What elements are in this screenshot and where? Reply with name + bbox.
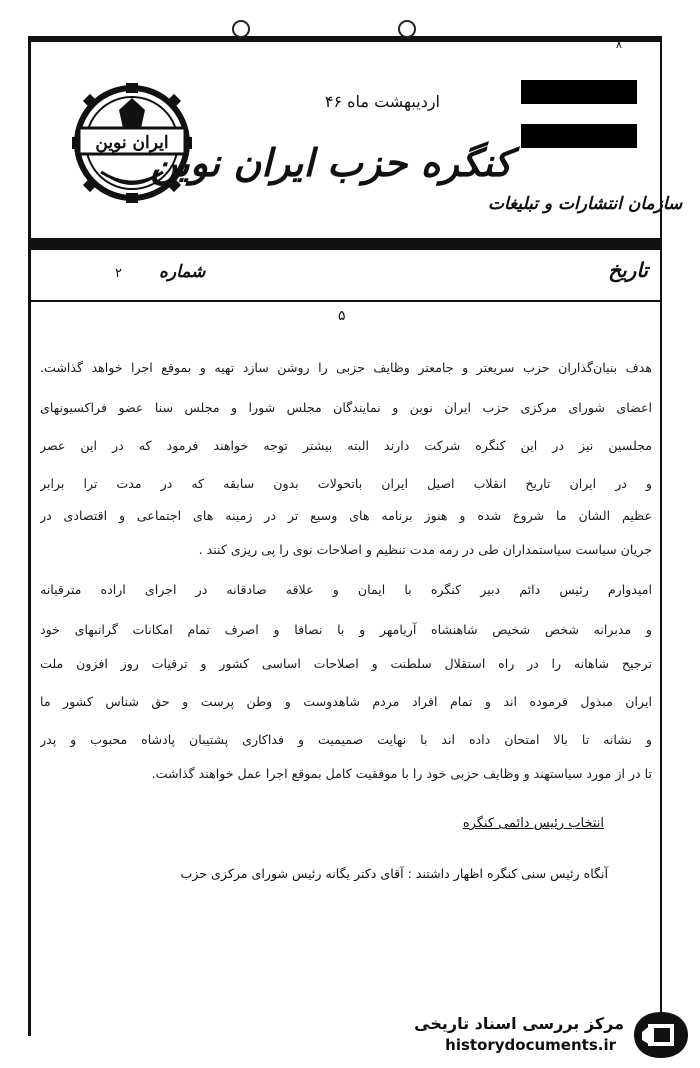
section-heading: انتخاب رئیس دائمی کنگره: [462, 816, 604, 831]
redaction-bar-1: [521, 80, 637, 104]
punch-hole-left: [232, 20, 250, 38]
watermark: [414, 1006, 696, 1064]
corner-number: ۸: [616, 38, 622, 51]
archive-logo-icon: [632, 1010, 690, 1060]
text-line: ترجیح شاهانه را در راه استقلال سلطنت و اصلاحات اساسی کشور و ترقیات روز افزون ملت: [40, 656, 652, 671]
meta-row: [31, 252, 660, 300]
header-date: اردیبهشت ماه ۴۶: [324, 92, 440, 111]
header-divider: [28, 238, 662, 250]
watermark-title: مرکز بررسی اسناد تاریخی: [414, 1014, 624, 1033]
text-line: اعضای شورای مرکزی حزب ایران نوین و نمایندگان مجلس شورا و مجلس سنا عضو فراکسیونهای: [40, 400, 652, 415]
number-label: شماره: [159, 262, 206, 282]
text-line: مجلسین نیز در این کنگره شرکت دارند البته بیشتر توجه خواهند فرمود که در این عصر: [40, 438, 652, 453]
page-title: کنگره حزب ایران نوین: [150, 140, 512, 185]
watermark-url: historydocuments.ir: [445, 1036, 616, 1054]
meta-divider: [28, 300, 662, 302]
redaction-bar-2: [521, 124, 637, 148]
text-line: و مدبرانه شخص شخیص شاهنشاه آریامهر و با نصافا و اصرف تمام امکانات گرانبهای خود: [40, 622, 652, 637]
number-value: ۲: [115, 266, 122, 281]
page-number: ۵: [338, 308, 346, 324]
text-line: امیدوارم رئیس دائم دبیر کنگره با ایمان و علاقه صادقانه در اجرای اراده مترقیانه: [40, 582, 652, 597]
text-line: هدف بنیان‌گذاران حزب سریعتر و جامعتر وظایف حزبی را روشن سازد تهیه و بموقع اجرا خواهد گذاشت.: [40, 360, 652, 375]
logo-text: ایران نوین: [95, 133, 169, 153]
text-line: جریان سیاست سیاستمداران طی در رمه مدت تنظیم و اصلاحات نوی را پی ریزی کنند .: [198, 542, 652, 557]
text-line: عظیم الشان ما شروع شده و هنوز برنامه های وسیع تر در زمینه های اجتماعی و اقتصادی در: [40, 508, 652, 523]
punch-hole-right: [398, 20, 416, 38]
closing-line: آنگاه رئیس سنی کنگره اظهار داشتند : آقای دکتر یگانه رئیس شورای مرکزی حزب: [180, 866, 608, 881]
text-line: و نشانه تا بالا امتحان داده اند با نهایت صمیمیت و فداکاری پشتیبان پادشاه محبوب و پدر: [40, 732, 652, 747]
text-line: تا در از مورد سیاستهند و وظایف حزبی خود را با موفقیت کامل بموقع اجرا عمل خواهند گذاشت.: [151, 766, 652, 781]
organization-name: سازمان انتشارات و تبلیغات: [488, 194, 683, 214]
text-line: و در ایران تاریخ انقلاب اصیل ایران باتحولات بدون سابقه که در مدت ترا برابر: [40, 476, 652, 491]
date-label: تاریخ: [608, 258, 648, 282]
text-line: ایران مبذول فرموده اند و تمام افراد مردم شاهدوست و وطن پرست و حق شناس کشور ما: [40, 694, 652, 709]
